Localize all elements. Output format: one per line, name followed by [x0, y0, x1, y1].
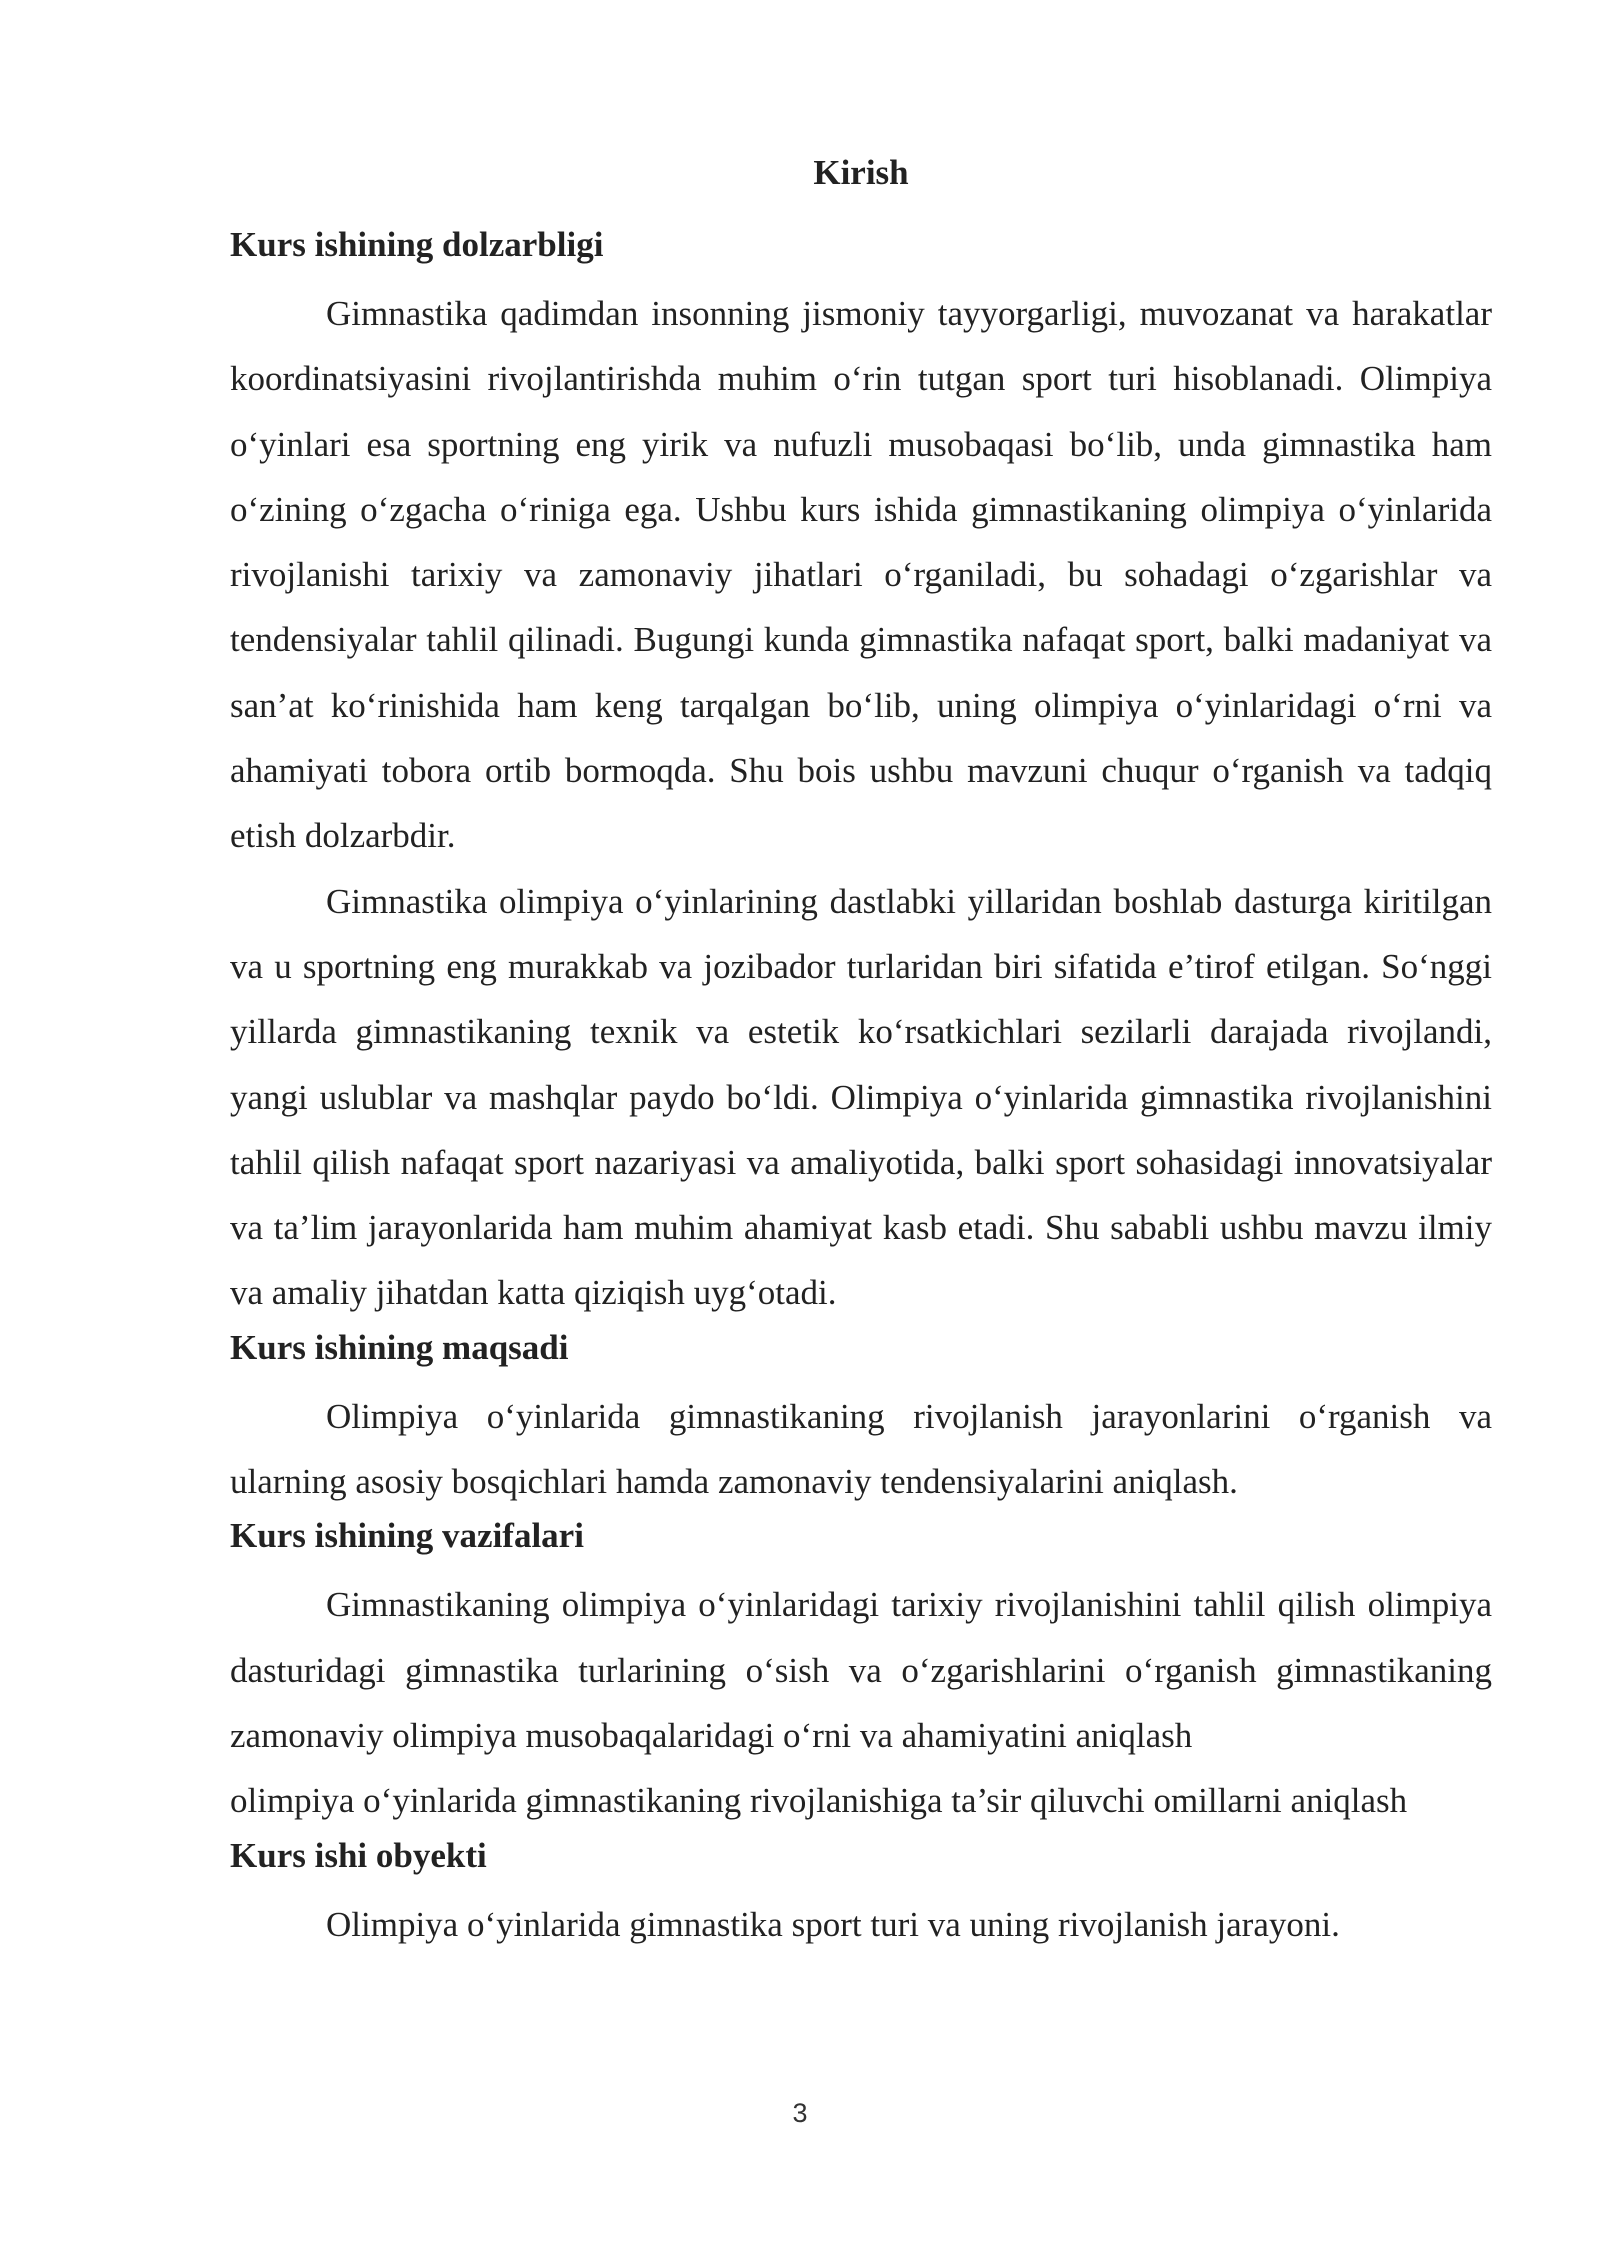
paragraph-object: Olimpiya o‘yinlarida gimnastika sport turi va uning rivojlanish jarayoni.: [326, 1904, 1340, 1944]
page-number: 3: [792, 2098, 808, 2128]
paragraph-relevance-1: Gimnastika qadimdan insonning jismoniy tayyorgarligi, muvozanat va harakatlar koordinatsiyasini rivojlantirishda muhim o‘rin tutgan sport turi hisoblanadi. Olimpiya o‘yinlari esa sportning eng yirik va nufuzli musobaqasi bo‘lib, unda gimnastika ham o‘zining o‘zgacha o‘riniga ega. Ushbu kurs ishida gimnastikaning olimpiya o‘yinlarida rivojlanishi tarixiy va zamonaviy jihatlari o‘rganiladi, bu sohadagi o‘zgarishlar va tendensiyalar tahlil qilinadi. Bugungi kunda gimnastika nafaqat sport, balki madaniyat va san’at ko‘rinishida ham keng tarqalgan bo‘lib, uning olimpiya o‘yinlaridagi o‘rni va ahamiyati tobora ortib bormoqda. Shu bois ushbu mavzuni chuqur o‘rganish va tadqiq etish dolzarbdir.: [230, 294, 1492, 856]
page-title: Kirish: [813, 153, 909, 192]
paragraph-goal: Olimpiya o‘yinlarida gimnastikaning rivojlanish jarayonlarini o‘rganish va ularning asosiy bosqichlari hamda zamonaviy tendensiyalarini aniqlash.: [230, 1396, 1492, 1502]
paragraph-relevance-2: Gimnastika olimpiya o‘yinlarining dastlabki yillaridan boshlab dasturga kiritilgan va u sportning eng murakkab va jozibador turlaridan biri sifatida e’tirof etilgan. So‘nggi yillarda gimnastikaning texnik va estetik ko‘rsatkichlari sezilarli darajada rivojlandi, yangi uslublar va mashqlar paydo bo‘ldi. Olimpiya o‘yinlarida gimnastika rivojlanishini tahlil qilish nafaqat sport nazariyasi va amaliyotida, balki sport sohasidagi innovatsiyalar va ta’lim jarayonlarida ham muhim ahamiyat kasb etadi. Shu sababli ushbu mavzu ilmiy va amaliy jihatdan katta qiziqish uyg‘otadi.: [230, 881, 1492, 1313]
section-heading-tasks: Kurs ishining vazifalari: [230, 1516, 584, 1556]
section-heading-goal: Kurs ishining maqsadi: [230, 1327, 569, 1367]
section-heading-relevance: Kurs ishining dolzarbligi: [230, 225, 604, 264]
task-list-item-2: olimpiya o‘yinlarida gimnastikaning rivojlanishiga ta’sir qiluvchi omillarni aniqlash: [230, 1781, 1408, 1821]
task-list-item-1: Gimnastikaning olimpiya o‘yinlaridagi tarixiy rivojlanishini tahlil qilish olimpiya dasturidagi gimnastika turlarining o‘sish va o‘zgarishlarini o‘rganish gimnastikaning zamonaviy olimpiya musobaqalaridagi o‘rni va ahamiyatini aniqlash: [230, 1585, 1492, 1755]
section-heading-object: Kurs ishi obyekti: [230, 1835, 487, 1875]
document-page: [230, 148, 1492, 1957]
